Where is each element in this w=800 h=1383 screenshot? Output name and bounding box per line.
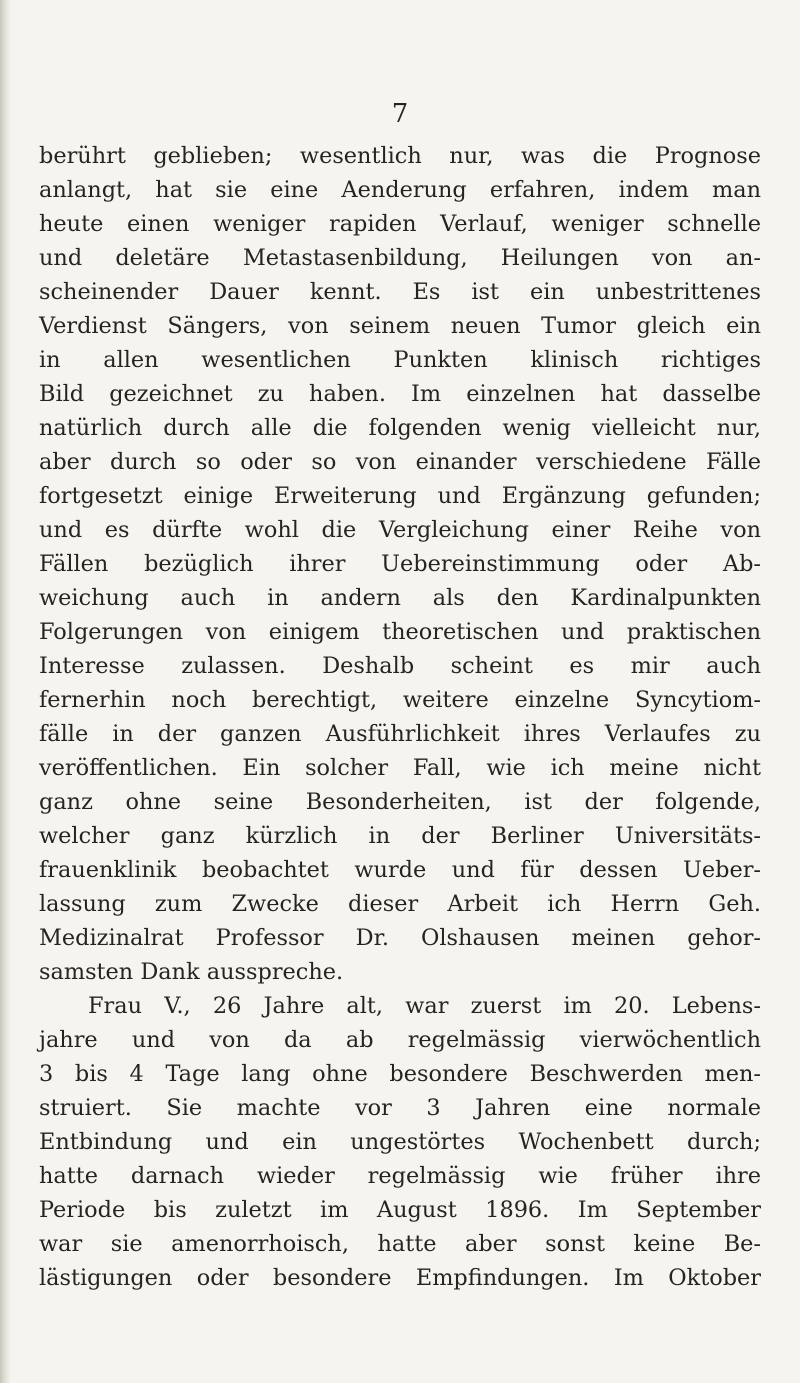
text-line: welcher ganz kürzlich in der Berliner Universitäts- — [39, 823, 761, 849]
paragraph-start-line: Frau V., 26 Jahre alt, war zuerst im 20. Lebens- — [88, 993, 761, 1019]
text-line: Folgerungen von einigem theoretischen und praktischen — [39, 619, 761, 645]
text-line: aber durch so oder so von einander verschiedene Fälle — [39, 449, 761, 475]
text-line: weichung auch in andern als den Kardinalpunkten — [39, 585, 761, 611]
text-line: Fällen bezüglich ihrer Uebereinstimmung oder Ab- — [39, 551, 761, 577]
text-line: lästigungen oder besondere Empfindungen. Im Oktober — [39, 1265, 761, 1291]
text-line: und es dürfte wohl die Vergleichung einer Reihe von — [39, 517, 761, 543]
text-line: natürlich durch alle die folgenden wenig vielleicht nur, — [39, 415, 761, 441]
text-line: fortgesetzt einige Erweiterung und Ergänzung gefunden; — [39, 483, 761, 509]
text-line: jahre und von da ab regelmässig vierwöchentlich — [39, 1027, 761, 1053]
text-line: fernerhin noch berechtigt, weitere einzelne Syncytiom- — [39, 687, 761, 713]
text-line: war sie amenorrhoisch, hatte aber sonst keine Be- — [39, 1231, 761, 1257]
text-line: lassung zum Zwecke dieser Arbeit ich Herrn Geh. — [39, 891, 761, 917]
text-line: Bild gezeichnet zu haben. Im einzelnen hat dasselbe — [39, 381, 761, 407]
text-line: heute einen weniger rapiden Verlauf, weniger schnelle — [39, 211, 761, 237]
text-line: hatte darnach wieder regelmässig wie früher ihre — [39, 1163, 761, 1189]
text-line: Periode bis zuletzt im August 1896. Im September — [39, 1197, 761, 1223]
text-line: Interesse zulassen. Deshalb scheint es mir auch — [39, 653, 761, 679]
paragraph-end-line: samsten Dank ausspreche. — [39, 959, 344, 985]
text-line: frauenklinik beobachtet wurde und für dessen Ueber- — [39, 857, 761, 883]
text-line: veröffentlichen. Ein solcher Fall, wie ich meine nicht — [39, 755, 761, 781]
text-line: in allen wesentlichen Punkten klinisch richtiges — [39, 347, 761, 373]
text-line: und deletäre Metastasenbildung, Heilungen von an- — [39, 245, 761, 271]
text-line: scheinender Dauer kennt. Es ist ein unbestrittenes — [39, 279, 761, 305]
text-line: Verdienst Sängers, von seinem neuen Tumor gleich ein — [39, 313, 761, 339]
text-line: 3 bis 4 Tage lang ohne besondere Beschwerden men- — [39, 1061, 761, 1087]
text-line: anlangt, hat sie eine Aenderung erfahren, indem man — [39, 177, 761, 203]
text-line: Entbindung und ein ungestörtes Wochenbett durch; — [39, 1129, 761, 1155]
page-edge — [0, 0, 11, 1383]
text-line: Medizinalrat Professor Dr. Olshausen meinen gehor- — [39, 925, 761, 951]
text-line: berührt geblieben; wesentlich nur, was die Prognose — [39, 143, 761, 169]
page-number: 7 — [391, 99, 409, 129]
text-line: fälle in der ganzen Ausführlichkeit ihres Verlaufes zu — [39, 721, 761, 747]
text-line: ganz ohne seine Besonderheiten, ist der folgende, — [39, 789, 761, 815]
text-line: struiert. Sie machte vor 3 Jahren eine normale — [39, 1095, 761, 1121]
